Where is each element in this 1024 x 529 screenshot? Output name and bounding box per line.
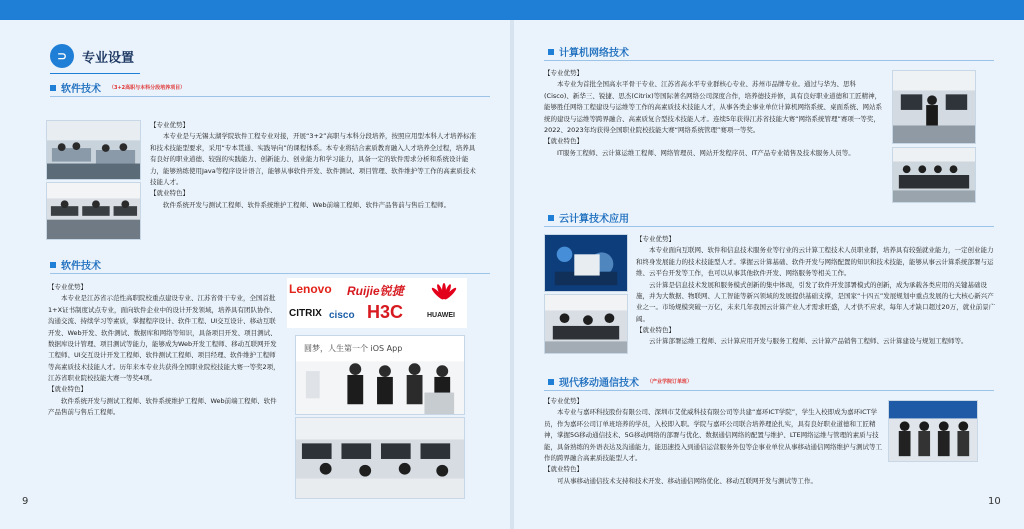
partner-logos <box>287 278 467 328</box>
advantage-tag: 【专业优势】 <box>544 397 583 405</box>
right-page <box>514 20 1024 529</box>
advantage-text: 本专业为首批全国高水平骨干专业、江苏省高水平专业群核心专业、苏州市品牌专业。通过与华为、思科(Cisco)、新华三、锐捷、思杰(Citrix)等国际著名网络公司深度合作，培养德技并修，具有良好职业道德和工匠精神，能够胜任网络工程建设与运维等工作的高素质技术技能人才，从事各类企事业单位计算机网络系统、桌面系统、网站系统的建设与运维等跨界融合、高素质复合型技术技能人才。连续5年获得江苏省技能大赛“网络系统管理”赛项一等奖，2022、2023年均获得全国职业院校技能大赛“网络系统管理”赛项一等奖。 <box>544 80 882 134</box>
advantage-tag: 【专业优势】 <box>150 121 189 129</box>
sub-underline <box>50 96 490 97</box>
network-lab-photo-2 <box>892 147 976 203</box>
advantage-text-2: 云计算是信息技术发展和服务模式创新的集中体现，引发了软件开发部署模式的创新，成为承载各类应用的关键基础设施，并为大数据、物联网、人工智能等新兴领域的发展提供基础支撑，是国家“十四五”发展规划中重点发展的七大核心新兴产业之一。市场规模突破一万亿，未来几年我国云计算产业人才需求旺盛，人才供不应求，每年人才缺口超过20万，就业前景广阔。 <box>636 280 996 323</box>
direction-text: 可从事移动通信技术支持和技术开发、移动通信网络优化、移动互联网开发与测试等工作。 <box>557 476 817 485</box>
sub-title-text: 计算机网络技术 <box>559 48 629 59</box>
photo-caption: 圆梦，人生第一个 iOS App <box>304 344 403 353</box>
direction-tag: 【就业特色】 <box>150 189 189 198</box>
sub-title-network <box>548 44 629 59</box>
software-2-text <box>48 282 282 419</box>
cloud-photo-1 <box>544 234 628 292</box>
bullet-icon <box>50 85 56 91</box>
network-text <box>544 68 884 159</box>
top-bar-tab-right <box>806 0 884 20</box>
sub-underline <box>544 60 994 61</box>
advantage-text: 本专业是与无锡太湖学院软件工程专业对接，开展“3+2”高职与本科分段培养，按照应用型本科人才培养标准和技术技能型要求，采用“专本贯通、实践导向”的课程体系。本专业将结合素质教育融入人才培养全过程，培养具有良好的职业道德、较强的实践能力、创新能力、创业能力和学习能力，具备一定的软件需求分析和系统设计能力，能够熟练使用Java等程序设计语言，能够从事软件开发、软件测试、项目管理、软件维护等工作的高素质技术技能人才。 <box>150 132 476 186</box>
sub-title-text: 软件技术 <box>61 261 101 272</box>
cloud-photo-2 <box>544 294 628 354</box>
huawei-logo-icon <box>427 280 461 302</box>
ios-class-photo <box>295 335 465 415</box>
mobile-text <box>544 396 884 487</box>
advantage-tag: 【专业优势】 <box>544 69 583 77</box>
page-number-right: 10 <box>988 496 1001 507</box>
huawei-logo: HUAWEI <box>427 312 455 319</box>
network-lab-photo-1 <box>892 70 976 144</box>
direction-text: IT服务工程师、云计算运维工程师、网络管理员、网站开发程序员、IT产品专业销售及技术服务人员等。 <box>557 148 855 157</box>
top-bar-tab-left <box>140 0 218 20</box>
direction-text: 软件系统开发与测试工程师、软件系统维护工程师、Web前端工程师、软件产品售前与售后工程师。 <box>48 396 277 417</box>
bullet-icon <box>50 262 56 268</box>
advantage-text: 本专业与嘉环科技股份有限公司、深圳市艾优威科技有限公司等共建“嘉环ICT学院”，学生入校即成为嘉环ICT学员，作为嘉环公司订单班培养的学员，入校即入职。学院与嘉环公司联合培养理论扎实，具有良好职业道德和工匠精神，掌握5G移动通信技术、5G移动网络的部署与优化、数据通信网络的配置与维护、LTE网络运维与管理的素质与技能，具备熟练的外语表达及沟通能力，能迅速投入到通信运营服务外包等企事业单位从事移动通信网络维护与测试等工作的跨界融合高素质技能型人才。 <box>544 408 882 462</box>
page-number-left: 9 <box>22 496 29 507</box>
citrix-logo: CITRIX <box>289 308 322 319</box>
sub-underline <box>544 226 994 227</box>
advantage-tag: 【专业优势】 <box>636 235 675 243</box>
mobile-class-photo <box>888 400 978 462</box>
top-bar <box>0 0 1024 20</box>
section-header <box>50 44 134 68</box>
direction-text: 云计算部署运维工程师、云计算应用开发与服务工程师、云计算产品销售工程师、云计算建设与规划工程师等。 <box>649 337 968 346</box>
cloud-text <box>636 234 996 348</box>
advantage-text: 本专业是江苏省示范性高职院校重点建设专业、江苏省骨干专业，全国首批1+X证书制度试点专业，面向软件企业中的设计开发领域，培养具有团队协作、沟通交流、持续学习等素质，掌握程序设计、软件工程、UI交互设计、移动互联开发、Web开发、软件测试、数据库和网络等知识，具备项目开发、项目测试、数据库设计管理、项目测试等能力，能够成为Web开发工程师、移动互联网开发工程师、UI交互设计开发工程师、软件测试工程师、项目经理、软件维护工程师等高素质技术技能人才。历年来本专业共获得全国职业院校技能大赛一等奖2项，江苏省职业院校技能大赛一等奖4项。 <box>48 294 280 382</box>
bullet-icon <box>548 215 554 221</box>
sub-title-software-2 <box>50 257 101 272</box>
sub-title-text: 软件技术 <box>61 84 101 95</box>
lenovo-logo: Lenovo <box>289 282 332 296</box>
bullet-icon <box>548 379 554 385</box>
computer-lab-photo <box>295 417 465 499</box>
cisco-logo: cisco <box>329 310 355 321</box>
direction-tag: 【就业特色】 <box>636 326 675 334</box>
computer-icon: ⊃ <box>50 44 74 68</box>
section-title: 专业设置 <box>82 50 135 66</box>
sub-underline <box>544 390 994 391</box>
classroom-photo-2 <box>46 182 141 240</box>
sub-title-mobile <box>548 374 692 389</box>
sub-title-text: 云计算技术应用 <box>559 214 629 225</box>
direction-text: 软件系统开发与测试工程师、软件系统维护工程师、Web前端工程师、软件产品售前与售后工程师。 <box>163 200 451 209</box>
h3c-logo: H3C <box>367 302 404 322</box>
direction-tag: 【就业特色】 <box>544 137 583 146</box>
ruijie-logo: Ruijie锐捷 <box>347 284 404 298</box>
advantage-tag: 【专业优势】 <box>48 283 87 291</box>
sub-title-cloud <box>548 210 629 225</box>
section-underline <box>50 73 140 74</box>
sub-title-note: （产业学院订单班） <box>647 379 693 385</box>
direction-tag: 【就业特色】 <box>48 385 87 394</box>
advantage-text: 本专业面向互联网、软件和信息技术服务业等行业的云计算工程技术人员职业群，培养具有较强就业能力，一定创业能力和终身发展能力的技术技能型人才。掌握云计算基础、软件开发与网络配置的知识和技术技能，能够从事云计算系统部署与运维、云平台开发等工作，也可以从事其他软件开发、网络服务等相关工作。 <box>636 246 994 278</box>
software-1-text <box>150 120 480 211</box>
sub-title-note: （3+2高职与本科分段培养项目） <box>109 85 186 91</box>
sub-underline <box>50 273 490 274</box>
direction-tag: 【就业特色】 <box>544 465 583 474</box>
left-page <box>0 20 510 529</box>
bullet-icon <box>548 49 554 55</box>
classroom-photo-1 <box>46 120 141 180</box>
sub-title-software-1 <box>50 80 185 95</box>
sub-title-text: 现代移动通信技术 <box>559 378 639 389</box>
